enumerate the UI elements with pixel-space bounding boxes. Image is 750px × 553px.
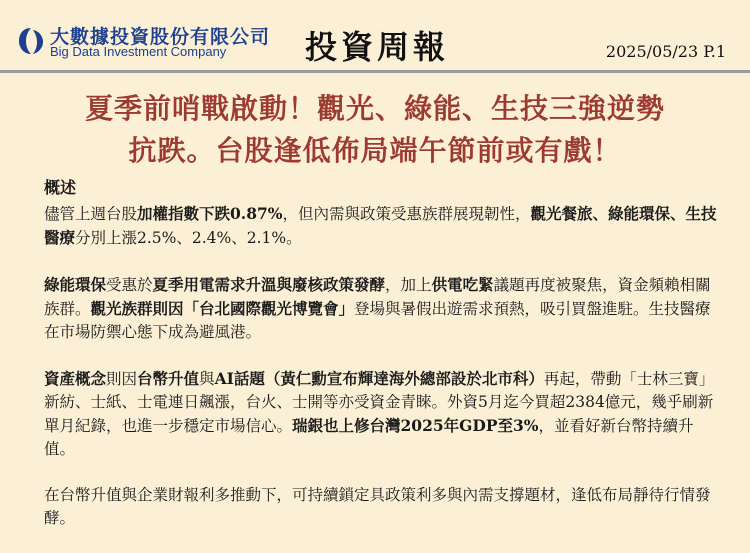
emphasis-text: 觀光族群則因「台北國際觀光博覽會」 [90, 299, 355, 318]
company-logo [16, 22, 271, 62]
emphasis-text: 加權指數下跌0.87% [137, 204, 283, 223]
report-header [0, 0, 750, 70]
company-name-cn: 大數據投資股份有限公司 [50, 26, 271, 48]
report-title: 投資周報 [305, 28, 450, 66]
summary-paragraph-2 [44, 273, 724, 344]
summary-paragraph-3 [44, 367, 724, 461]
body-text: 則因 [106, 370, 138, 388]
headline-line-1: 夏季前哨戰啟動！觀光、綠能、生技三強逆勢 [84, 92, 665, 125]
emphasis-text: 綠能環保 [44, 275, 107, 294]
header-divider [0, 70, 750, 73]
body-text: 受惠於 [106, 276, 153, 294]
emphasis-text: 夏季用電需求升溫與廢核政策發酵 [152, 275, 386, 294]
body-text: ，但內需與政策受惠族群展現韌性， [282, 205, 531, 223]
summary-paragraph-1 [44, 202, 724, 250]
emphasis-text: 瑞銀也上修台灣2025年GDP至3% [292, 416, 539, 435]
headline-line-2: 抗跌。台股逢低佈局端午節前或有戲！ [128, 134, 622, 167]
body-text: 議題再度被聚焦，資金頻賴相關族群。 [44, 276, 711, 318]
summary-paragraph-4 [44, 484, 724, 530]
emphasis-text: 資產概念 [44, 369, 107, 388]
emphasis-text: 台幣升值 [137, 369, 200, 388]
body-text: 在台幣升值與企業財報利多推動下，可持續鎖定具政策利多與內需支撐題材，逢低布局靜待行情發酵。 [44, 486, 711, 527]
body-text: ，加上 [385, 276, 432, 294]
headline [30, 88, 720, 172]
body-text: 再起，帶動「士林三寶」新紡、士紙、士電連日飆漲，台火、士開等亦受資金青睞。外資5月迄今買超2384億元，幾乎刷新單月紀錄，也進一步穩定市場信心。 [44, 370, 715, 435]
body-text: ，並看好新台幣持續升值。 [44, 417, 694, 458]
body-text: 登場與暑假出遊需求預熱，吸引買盤進駐。生技醫療在市場防禦心態下成為避風港。 [44, 300, 711, 341]
report-date-page: 2025/05/23 P.1 [605, 42, 726, 61]
summary-title: 概述 [44, 178, 77, 197]
emphasis-text: AI話題（黃仁勳宣布輝達海外總部設於北市科） [214, 369, 544, 388]
summary-section [44, 176, 724, 553]
logo-mark-icon [16, 26, 46, 56]
body-text: 儘管上週台股 [44, 205, 138, 223]
body-text: 與 [199, 370, 215, 388]
emphasis-text: 觀光餐旅、綠能環保、生技醫療 [44, 204, 717, 247]
company-name-en: Big Data Investment Company [50, 44, 227, 59]
emphasis-text: 供電吃緊 [431, 275, 494, 294]
body-text: 分別上漲2.5%、2.4%、2.1%。 [75, 229, 302, 247]
